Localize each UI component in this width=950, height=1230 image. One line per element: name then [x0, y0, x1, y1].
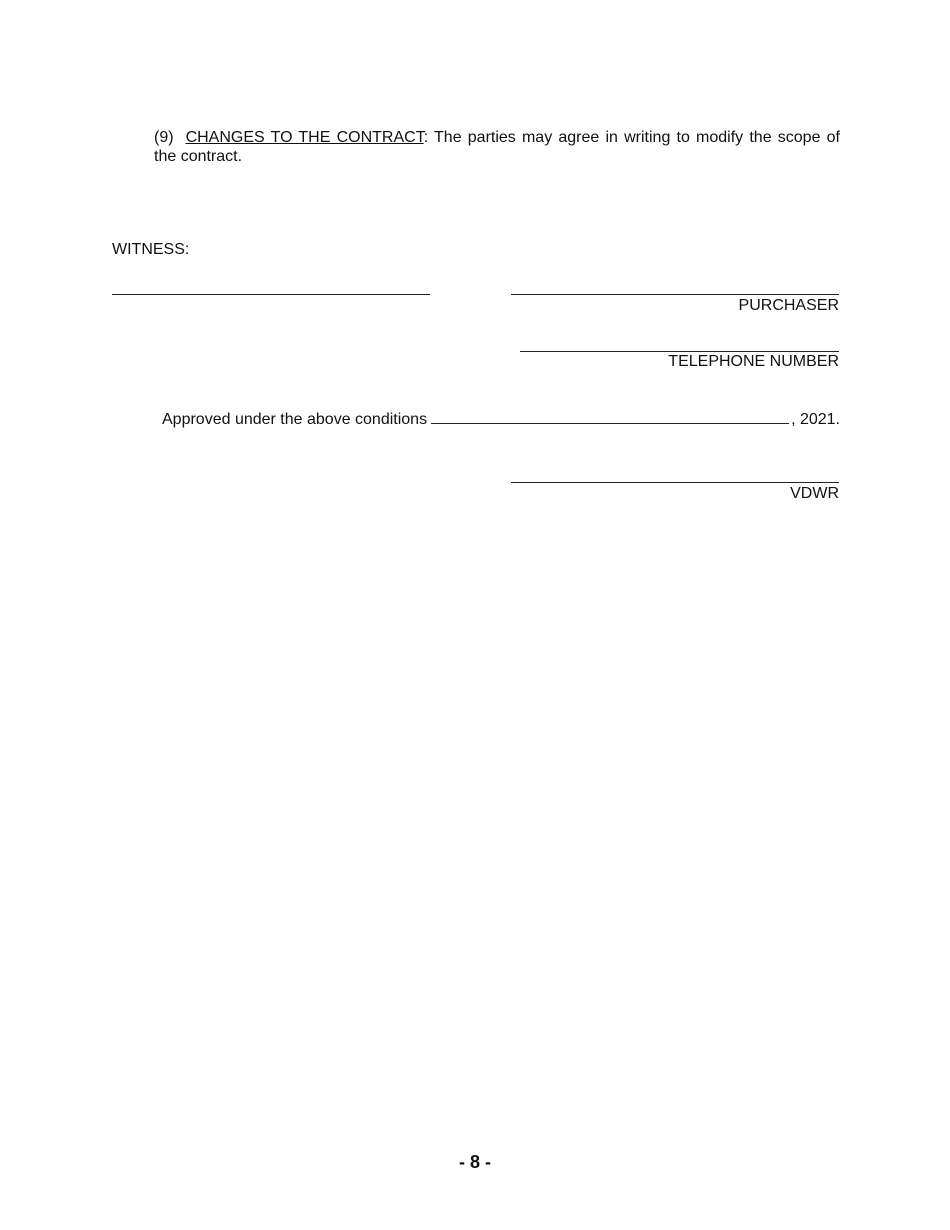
- witness-signature-line[interactable]: [112, 294, 430, 295]
- section-number: (9): [154, 129, 174, 146]
- purchaser-label: PURCHASER: [738, 297, 839, 314]
- purchaser-signature-line[interactable]: [511, 294, 839, 295]
- telephone-number-label: TELEPHONE NUMBER: [668, 353, 839, 370]
- section-text: : The parties may agree in writing to modify the scope of the contract.: [154, 129, 840, 165]
- approval-date-field[interactable]: [431, 409, 789, 424]
- vdwr-signature-line[interactable]: [511, 482, 839, 483]
- vdwr-label: VDWR: [790, 485, 839, 502]
- approval-suffix: , 2021.: [791, 411, 840, 428]
- page-number: - 8 -: [458, 1152, 491, 1172]
- approval-prefix: Approved under the above conditions: [162, 411, 428, 428]
- approval-line: [162, 409, 840, 429]
- section-9-paragraph: [154, 128, 840, 166]
- section-heading: CHANGES TO THE CONTRACT: [185, 129, 424, 146]
- telephone-number-line[interactable]: [520, 351, 839, 352]
- witness-label: WITNESS:: [112, 241, 190, 258]
